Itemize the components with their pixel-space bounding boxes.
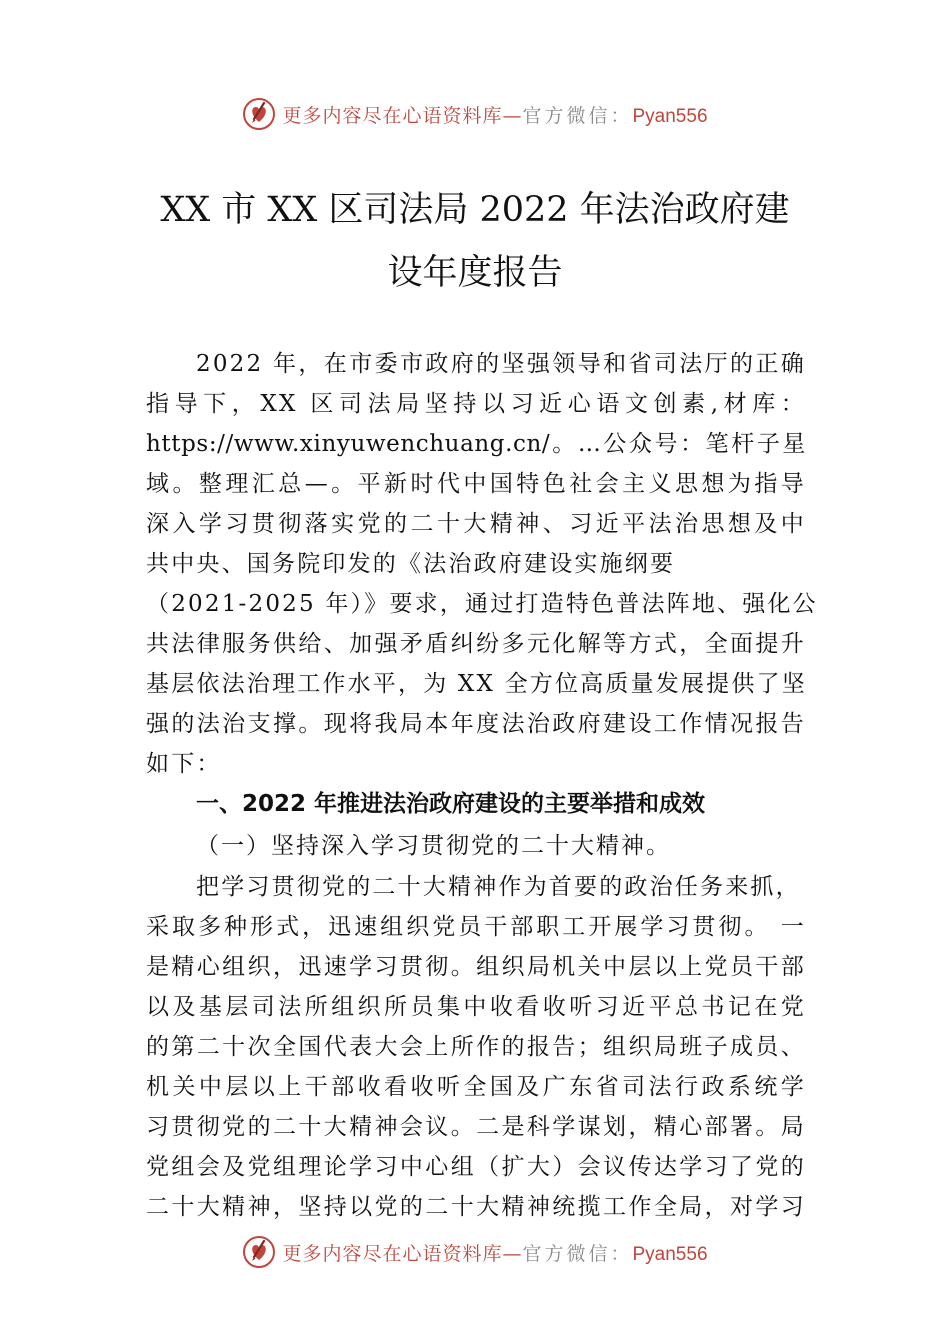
section-heading: 一、2022 年推进法治政府建设的主要举措和成效 [196, 791, 706, 817]
intro-line: 基层依法治理工作水平，为 XX 全方位高质量发展提供了坚 [146, 671, 807, 697]
watermark-wechat-id: Pyan556 [632, 1243, 708, 1265]
body-line: 机关中层以上干部收看收听全国及广东省司法行政系统学 [146, 1074, 806, 1100]
heart-pen-logo-icon [242, 97, 276, 131]
body-line: 采取多种形式，迅速组织党员干部职工开展学习贯彻。 一 [146, 914, 806, 940]
watermark-wechat-id: Pyan556 [632, 105, 708, 127]
watermark-dash: — [502, 104, 523, 127]
intro-line: （2021-2025 年）》要求，通过打造特色普法阵地、强化公 [146, 591, 818, 617]
watermark-brand: 更多内容尽在心语资料库 [282, 104, 503, 127]
watermark-footer [0, 1232, 950, 1272]
body-line: 以及基层司法所组织所员集中收看收听习近平总书记在党 [146, 994, 806, 1020]
watermark-dash: — [502, 1242, 523, 1265]
intro-line: 共法律服务供给、加强矛盾纠纷多元化解等方式，全面提升 [146, 631, 806, 657]
intro-line: 强的法治支撑。现将我局本年度法治政府建设工作情况报告 [146, 711, 806, 737]
intro-line: 2022 年，在市委市政府的坚强领导和省司法厅的正确 [196, 351, 806, 377]
watermark-wechat-label: 官方微信： [522, 1242, 633, 1265]
body-line: 党组会及党组理论学习中心组（扩大）会议传达学习了党的 [146, 1154, 806, 1180]
intro-line: 如下： [146, 751, 222, 777]
subsection-heading: （一）坚持深入学习贯彻党的二十大精神。 [196, 833, 671, 859]
watermark-header [0, 94, 950, 134]
body-line: 二十大精神，坚持以党的二十大精神统揽工作全局，对学习 [146, 1194, 806, 1220]
intro-line: 域。整理汇总—。平新时代中国特色社会主义思想为指导 [146, 471, 806, 497]
body-line: 把学习贯彻党的二十大精神作为首要的政治任务来抓， [196, 874, 801, 900]
document-title-line-2: 设年度报告 [387, 253, 563, 293]
document-title-line-1: XX 市 XX 区司法局 2022 年法治政府建 [160, 190, 790, 230]
body-line: 的第二十次全国代表大会上所作的报告；组织局班子成员、 [146, 1034, 806, 1060]
watermark-wechat-label: 官方微信： [522, 104, 633, 127]
body-line: 是精心组织，迅速学习贯彻。组织局机关中层以上党员干部 [146, 954, 806, 980]
intro-line: 指导下，XX 区司法局坚持以习近心语文创素,材库： [146, 391, 806, 417]
heart-pen-logo-icon [242, 1235, 276, 1269]
watermark-text [282, 1239, 707, 1266]
watermark-brand: 更多内容尽在心语资料库 [282, 1242, 503, 1265]
intro-line: 深入学习贯彻落实党的二十大精神、习近平法治思想及中 [146, 511, 806, 537]
watermark-text [282, 101, 707, 128]
intro-line: https://www.xinyuwenchuang.cn/。…公众号：笔杆子星 [146, 431, 806, 457]
intro-line: 共中央、国务院印发的《法治政府建设实施纲要 [146, 551, 676, 577]
body-line: 习贯彻党的二十大精神会议。二是科学谋划，精心部署。局 [146, 1114, 806, 1140]
